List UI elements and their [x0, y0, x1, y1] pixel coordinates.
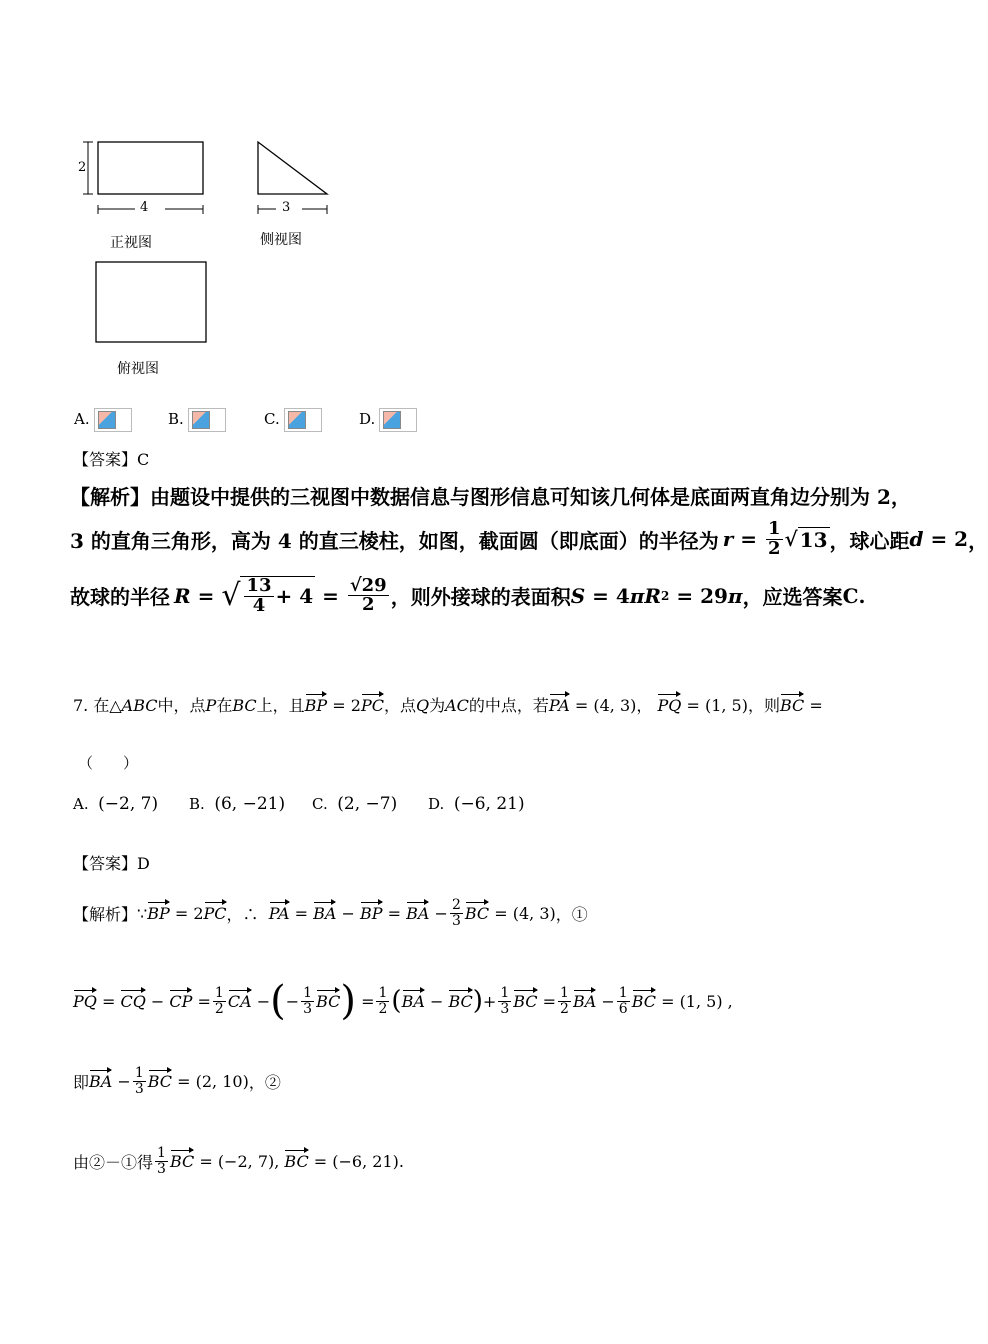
three-view-diagram: [70, 130, 350, 380]
q7-analysis-line1: 【解析】 ∵ BP = 2 PC ，∴ PA = BA − BP = BA − $\frac{2}{3}$ BC = (4, 3) ，①: [73, 897, 588, 929]
q6-option-a: [74, 408, 132, 432]
top-view-rect: [96, 262, 206, 342]
q7-stem: 7. 在△ ABC 中，点 P 在 BC 上，且 BP = 2 PC ，点 Q 为 AC 的中点，若 PA = (4, 3) ， PQ = (1, 5) ，则 BC =: [73, 696, 823, 715]
broken-image-icon: [379, 408, 417, 432]
option-label: D.: [359, 410, 376, 428]
dim-width: 4: [140, 200, 149, 215]
q7-blank: （ ）: [78, 754, 139, 772]
side-view-triangle: [258, 142, 327, 194]
option-label: A.: [74, 410, 90, 428]
q7-analysis-line2: PQ = CQ − CP = $\frac{1}{2}$ CA − ( − $\frac{1}{3}$ BC ) = $\frac{1}{2}$ ( BA − BC ) + $\frac{1}{3}$ BC = $\frac{1}{2}$ BA − $\frac{1}{6}$ BC = (1, 5) ,: [73, 978, 733, 1024]
q6-analysis-line2: 3 的直角三角形，高为 4 的直三棱柱，如图，截面圆（即底面）的半径为 r = $\frac{1}{2}$ √ 13 ，球心距 d = 2 ，: [70, 518, 988, 559]
q7-analysis-line4: 由②－①得 $\frac{1}{3}$ BC = (−2, 7), BC = (−6, 21) .: [73, 1145, 404, 1177]
q7-analysis-line3: 即 BA − $\frac{1}{3}$ BC = (2, 10) ，②: [73, 1065, 281, 1097]
q6-option-b: [168, 408, 226, 432]
q6-analysis-line3: 故球的半径 R = √ $\frac{13}{4}$ + 4 = $\frac{√29}{2}$ ，则外接球的表面积 S = 4 πR 2 = 29 π ，应选答案 C .: [70, 574, 866, 616]
q6-option-d: [359, 408, 417, 432]
dim-side: 3: [282, 200, 291, 215]
dim-height: 2: [78, 160, 87, 175]
option-label: B.: [168, 410, 184, 428]
broken-image-icon: [188, 408, 226, 432]
q7-option-d: D. (−6, 21): [428, 794, 525, 814]
broken-image-icon: [284, 408, 322, 432]
q7-option-c: C. (2, −7): [312, 794, 398, 814]
side-view-label: 侧视图: [260, 232, 302, 248]
q7-option-a: A. (−2, 7): [73, 794, 159, 814]
top-view-label: 俯视图: [117, 361, 159, 377]
q6-analysis-line1: 【解析】由题设中提供的三视图中数据信息与图形信息可知该几何体是底面两直角边分别为 2，: [70, 485, 911, 509]
q7-answer: 【答案】D: [73, 854, 150, 873]
q7-option-b: B. (6, −21): [189, 794, 286, 814]
broken-image-icon: [94, 408, 132, 432]
option-label: C.: [264, 410, 280, 428]
q6-answer: 【答案】C: [73, 450, 150, 469]
front-view-rect: [98, 142, 203, 194]
front-view-label: 正视图: [110, 235, 152, 251]
q6-option-c: [264, 408, 322, 432]
